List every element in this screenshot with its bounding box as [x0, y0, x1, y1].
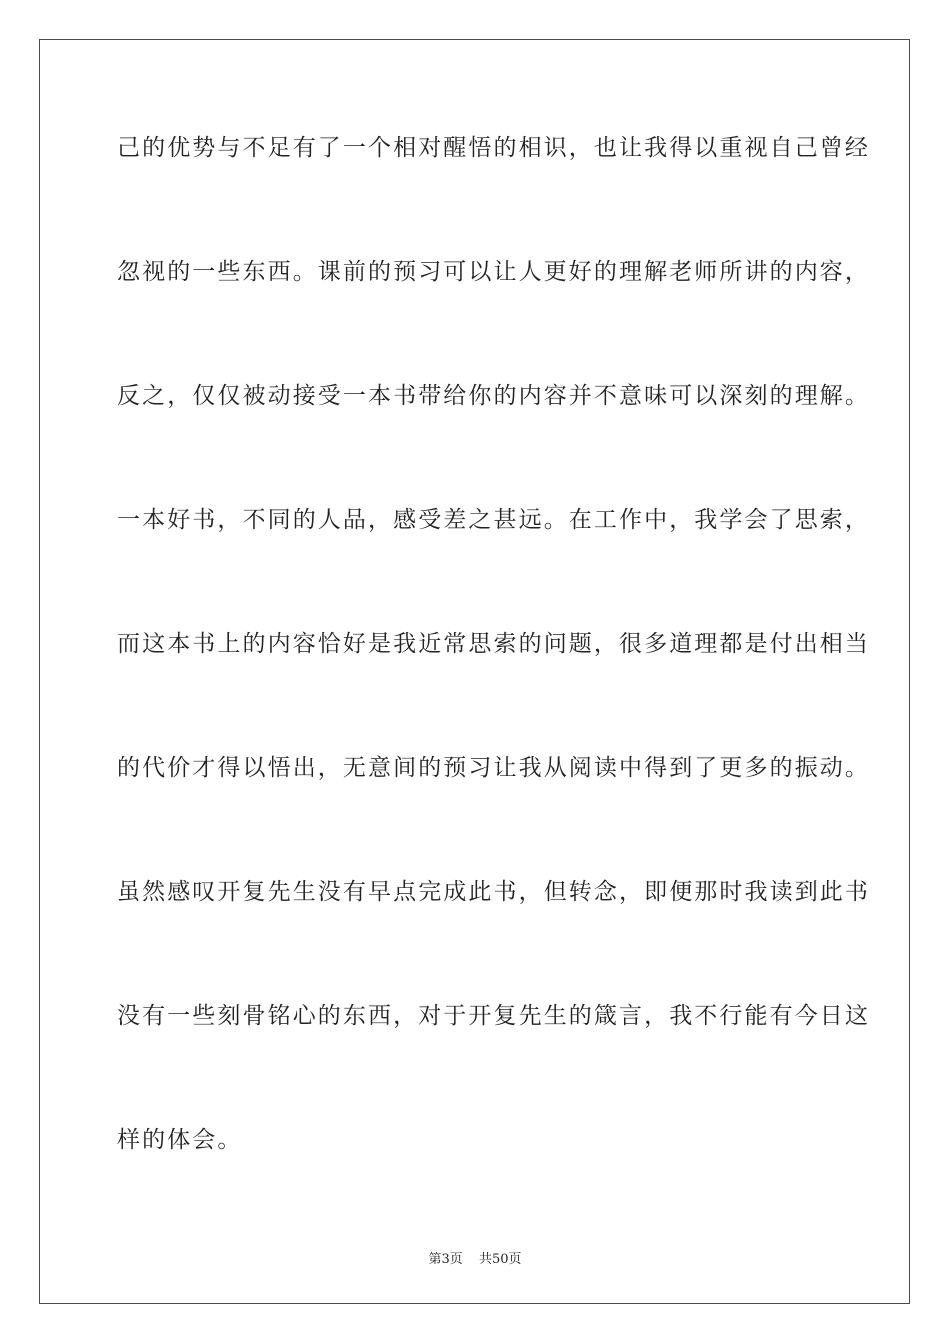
text-line-2: 忽视的一些东西。课前的预习可以让人更好的理解老师所讲的内容， — [117, 259, 870, 285]
page-number: 第3页 — [428, 1252, 463, 1267]
text-line-6: 的代价才得以悟出，无意间的预习让我从阅读中得到了更多的振动。 — [117, 755, 870, 781]
text-line-1: 己的优势与不足有了一个相对醒悟的相识，也让我得以重视自己曾经 — [117, 135, 870, 161]
text-line-7: 虽然感叹开复先生没有早点完成此书，但转念，即便那时我读到此书 — [117, 879, 870, 905]
text-line-4: 一本好书，不同的人品，感受差之甚远。在工作中，我学会了思索， — [117, 507, 870, 533]
body-text — [117, 128, 870, 1244]
text-line-3: 反之，仅仅被动接受一本书带给你的内容并不意味可以深刻的理解。 — [117, 383, 870, 409]
text-line-9: 样的体会。 — [117, 1127, 243, 1153]
total-pages: 共50页 — [478, 1252, 522, 1267]
text-line-8: 没有一些刻骨铭心的东西，对于开复先生的箴言，我不行能有今日这 — [117, 1003, 870, 1029]
text-line-5: 而这本书上的内容恰好是我近常思索的问题，很多道理都是付出相当 — [117, 631, 870, 657]
page-footer — [0, 1248, 950, 1267]
